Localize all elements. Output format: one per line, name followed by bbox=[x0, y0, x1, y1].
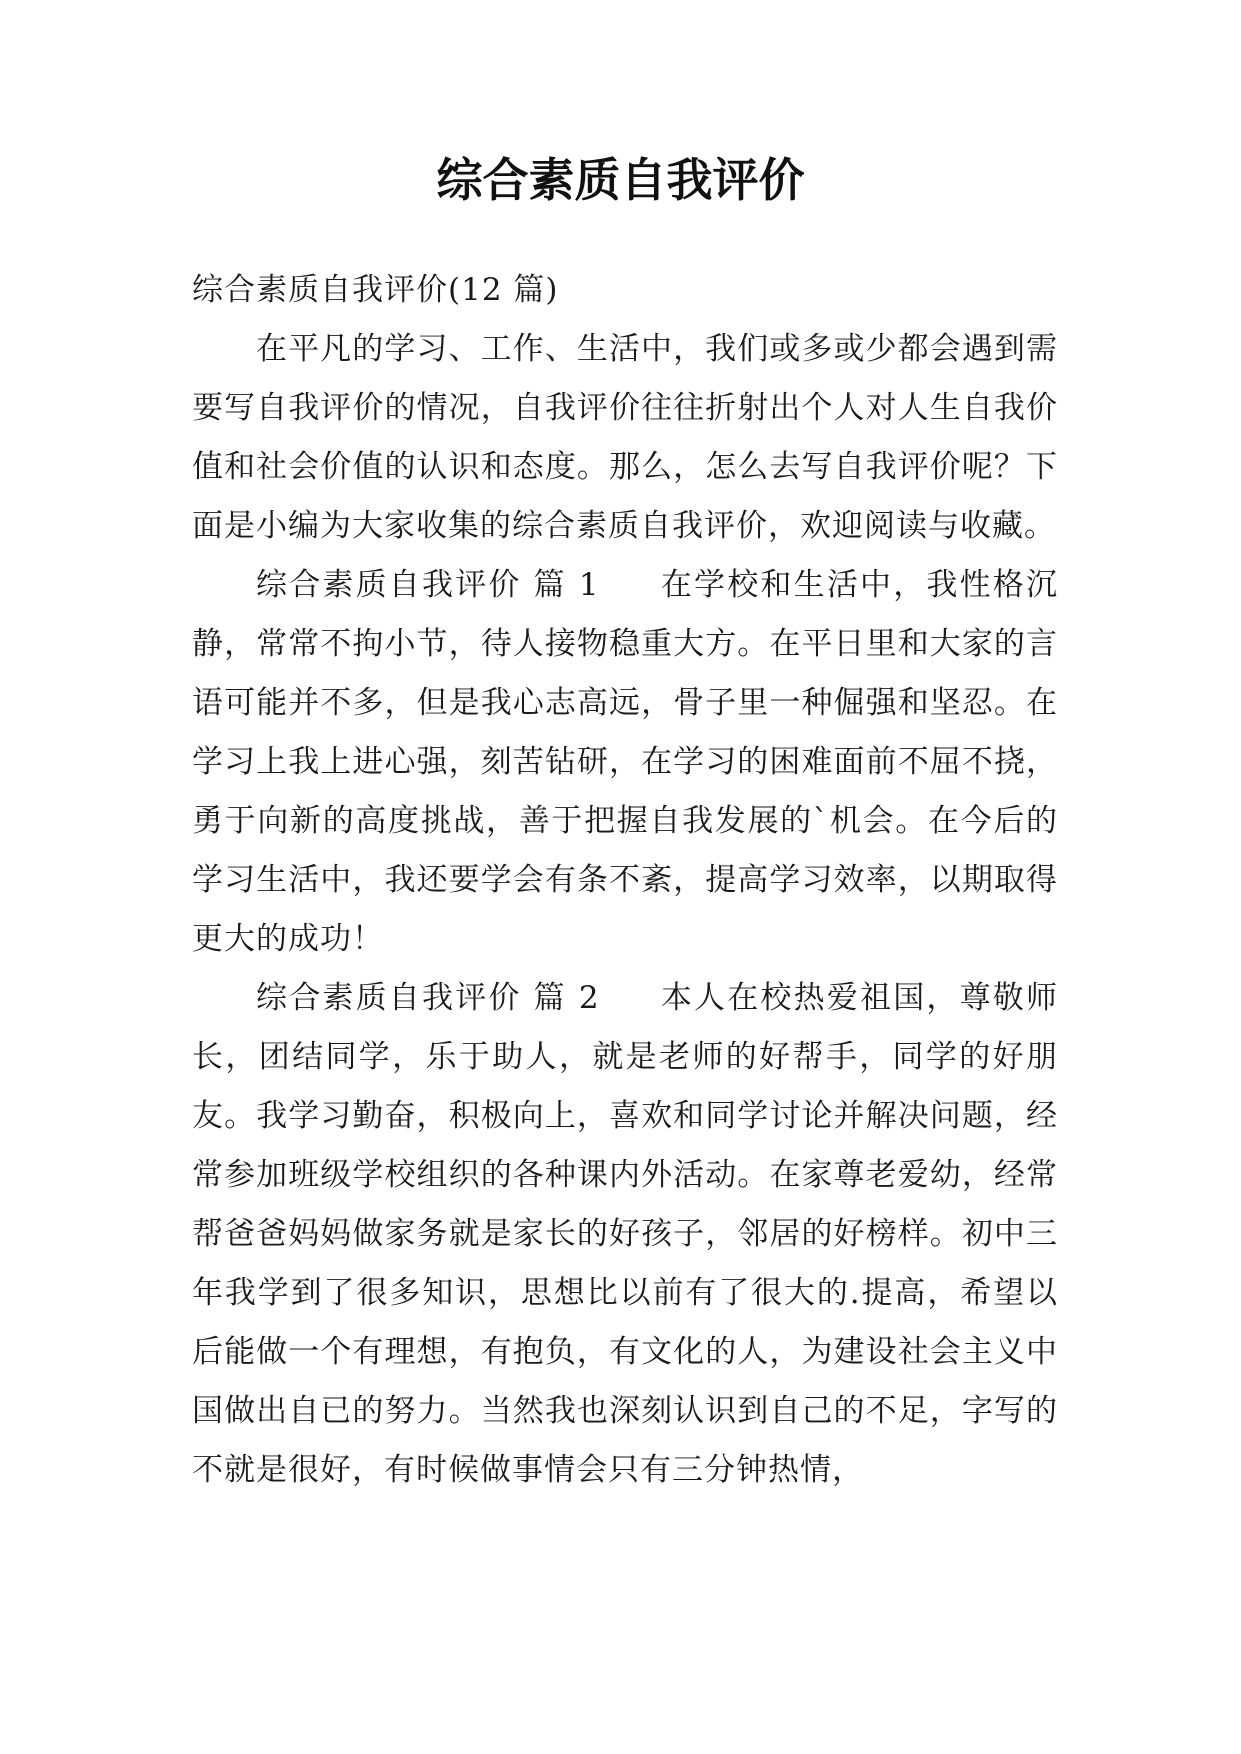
section-1-text: 在学校和生活中，我性格沉静，常常不拘小节，待人接物稳重大方。在平日里和大家的言语可能并不多，但是我心志高远，骨子里一种倔强和坚忍。在学习上我上进心强，刻苦钻研，在学习的困难面前不屈不挠，勇于向新的高度挑战，善于把握自我发展的`机会。在今后的学习生活中，我还要学会有条不紊，提高学习效率，以期取得更大的成功！ bbox=[192, 567, 1059, 957]
document-subtitle: 综合素质自我评价(12 篇) bbox=[192, 272, 559, 308]
section-1-paragraph bbox=[192, 556, 1058, 969]
section-1-heading: 综合素质自我评价 篇 1 bbox=[256, 567, 600, 603]
section-2-paragraph bbox=[192, 969, 1058, 1500]
document-body bbox=[192, 261, 1058, 1500]
document-title: 综合素质自我评价 bbox=[436, 153, 805, 207]
section-2-text: 本人在校热爱祖国，尊敬师长，团结同学，乐于助人，就是老师的好帮手，同学的好朋友。我学习勤奋，积极向上，喜欢和同学讨论并解决问题，经常参加班级学校组织的各种课内外活动。在家尊老爱幼，经常帮爸爸妈妈做家务就是家长的好孩子，邻居的好榜样。初中三年我学到了很多知识，思想比以前有了很大的.提高，希望以后能做一个有理想，有抱负，有文化的人，为建设社会主义中国做出自已的努力。当然我也深刻认识到自己的不足，字写的不就是很好，有时候做事情会只有三分钟热情， bbox=[192, 980, 1059, 1488]
section-2-heading: 综合素质自我评价 篇 2 bbox=[256, 980, 600, 1016]
intro-paragraph: 在平凡的学习、工作、生活中，我们或多或少都会遇到需要写自我评价的情况，自我评价往往折射出个人对人生自我价值和社会价值的认识和态度。那么，怎么去写自我评价呢？下面是小编为大家收集的综合素质自我评价，欢迎阅读与收藏。 bbox=[192, 331, 1058, 544]
